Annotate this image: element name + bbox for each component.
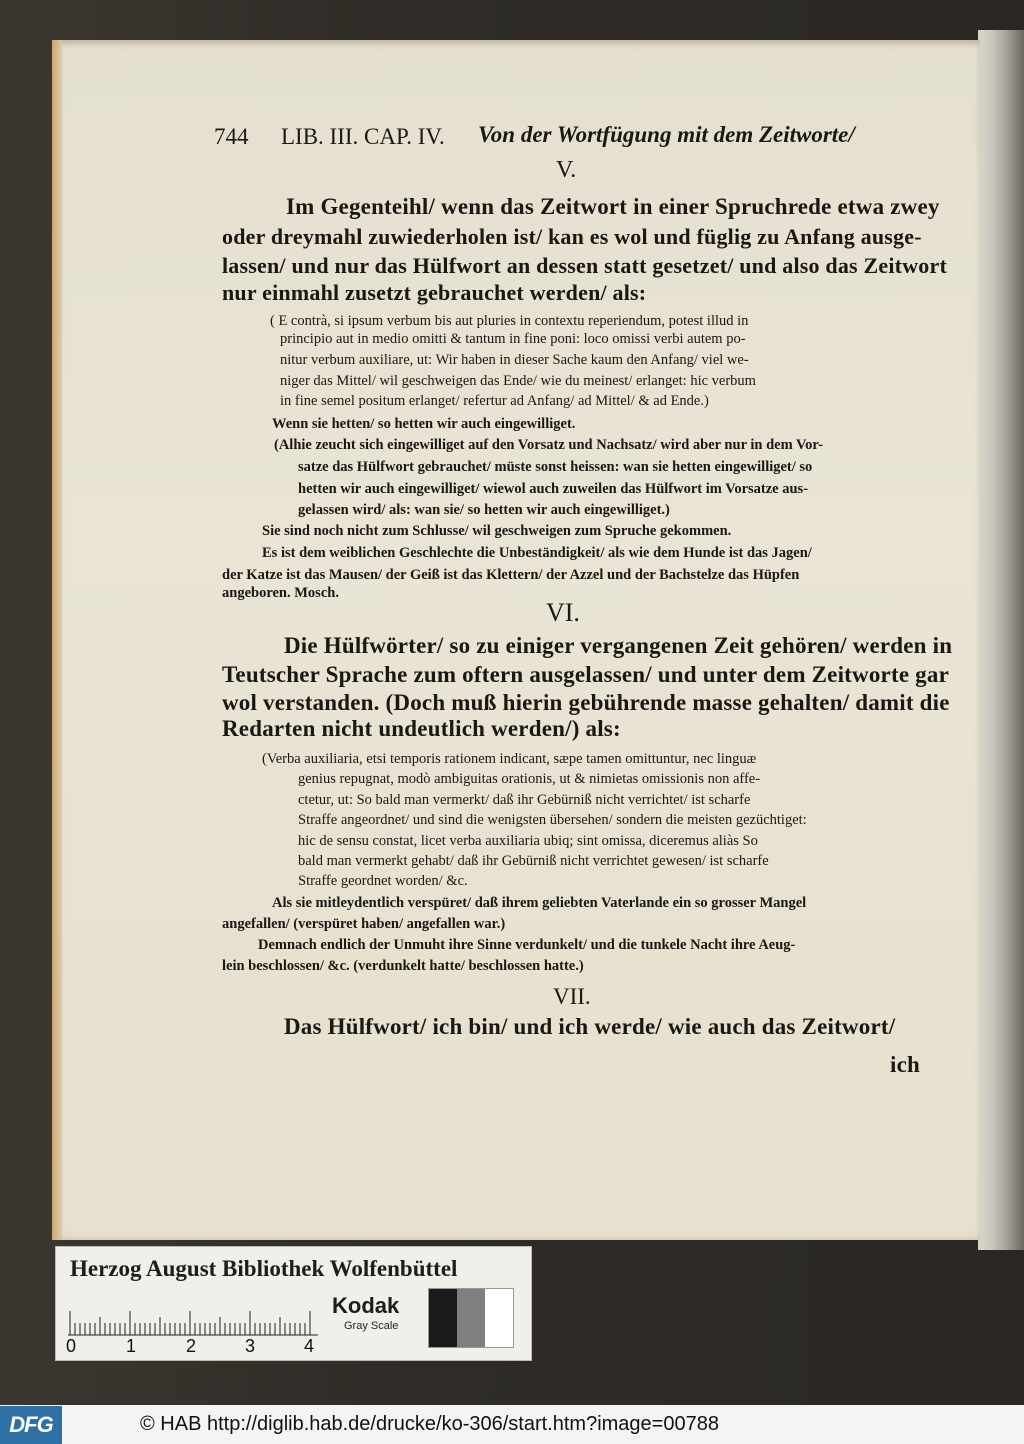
latin-line: principio aut in medio omitti & tantum in fine poni: loco omissi verbi autem po- [280, 331, 746, 347]
latin-line: genius repugnat, modò ambiguitas orationis, ut & nimietas omissionis non affe- [298, 771, 761, 787]
example-line: satze das Hülfwort gebrauchet/ müste sonst heissen: wan sie hetten eingewilliget/ so [298, 459, 813, 475]
example-line: angefallen/ (verspüret haben/ angefallen war.) [222, 916, 506, 932]
ruler-number: 4 [304, 1336, 315, 1356]
text-line: Redarten nicht undeutlich werden/) als: [222, 716, 621, 741]
example-line: der Katze ist das Mausen/ der Geiß ist das Klettern/ der Azzel und der Bachstelze das Hüpfen [222, 567, 800, 583]
latin-line: hic de sensu constat, licet verba auxiliaria ubiq; sint omissa, diceremus aliàs So [298, 833, 758, 849]
next-page-edge [978, 30, 1024, 1250]
gray-scale-patches [428, 1288, 514, 1348]
example-line: hetten wir auch eingewilliget/ wiewol auch zuweilen das Hülfwort im Vorsatze aus- [298, 481, 809, 497]
latin-line: Straffe geordnet worden/ &c. [298, 873, 468, 889]
page-binding-edge [52, 40, 62, 1240]
text-line: lassen/ und nur das Hülfwort an dessen statt gesetzet/ und also das Zeitwort [222, 253, 947, 278]
ruler-number: 1 [126, 1336, 137, 1356]
latin-line: Straffe angeordnet/ und sind die wenigsten übersehen/ sondern die meisten gezüchtiget: [298, 812, 807, 828]
latin-line: ( E contrà, si ipsum verbum bis aut pluries in contextu reperiendum, potest illud in [270, 313, 749, 329]
dfg-logo: DFG [0, 1406, 62, 1444]
example-line: Demnach endlich der Unmuht ihre Sinne verdunkelt/ und die tunkele Nacht ihre Aeug- [258, 937, 796, 953]
latin-line: ctetur, ut: So bald man vermerkt/ daß ihr Gebürniß nicht verrichtet/ ist scharfe [298, 792, 751, 808]
text-line: Die Hülfwörter/ so zu einiger vergangenen Zeit gehören/ werden in [284, 633, 953, 658]
example-line: Als sie mitleydentlich verspüret/ daß ihrem geliebten Vaterlande ein so grosser Mangel [272, 895, 807, 911]
example-line: angeboren. Mosch. [222, 585, 339, 601]
copyright-link[interactable]: © HAB http://diglib.hab.de/drucke/ko-306/start.htm?image=00788 [140, 1413, 719, 1435]
text-line: oder dreymahl zuwiederholen ist/ kan es wol und füglig zu Anfang ausge- [222, 224, 922, 249]
latin-line: niger das Mittel/ wil geschweigen das Ende/ wie du meinest/ erlanget: hic verbum [280, 373, 756, 389]
latin-line: bald man vermerkt gehabt/ daß ihr Gebürniß nicht verrichtet gewesen/ ist scharfe [298, 853, 769, 869]
latin-line: in fine semel positum erlanget/ refertur ad Anfang/ ad Mittel/ & ad Ende.) [280, 393, 709, 409]
kodak-logo: Kodak [332, 1293, 400, 1318]
section-numeral-vii: VII. [553, 984, 591, 1009]
catchword: ich [890, 1052, 920, 1077]
section-numeral-v: V. [556, 157, 577, 183]
gray-scale-label: Gray Scale [344, 1320, 399, 1332]
latin-line: (Verba auxiliaria, etsi temporis rationem indicant, sæpe tamen omittuntur, nec linguæ [262, 751, 757, 767]
ruler-number: 3 [245, 1336, 256, 1356]
ruler-number: 2 [186, 1336, 197, 1356]
ruler-number: 0 [66, 1336, 77, 1356]
library-name: Herzog August Bibliothek Wolfenbüttel [70, 1256, 458, 1281]
scale-ruler [68, 1296, 318, 1336]
text-line: nur einmahl zusetzt gebrauchet werden/ als: [222, 280, 647, 305]
text-line: Im Gegenteihl/ wenn das Zeitwort in einer Spruchrede etwa zwey [286, 194, 940, 219]
latin-line: nitur verbum auxiliare, ut: Wir haben in dieser Sache kaum den Anfang/ viel we- [280, 352, 749, 368]
book-reference: LIB. III. CAP. IV. [281, 124, 445, 149]
example-line: Es ist dem weiblichen Geschlechte die Unbeständigkeit/ als wie dem Hunde ist das Jagen/ [262, 545, 812, 561]
text-line: Teutscher Sprache zum oftern ausgelassen/ und unter dem Zeitworte gar [222, 662, 949, 687]
running-title: Von der Wortfügung mit dem Zeitworte/ [478, 122, 855, 147]
section-numeral-vi: VI. [546, 598, 580, 627]
text-line: Das Hülfwort/ ich bin/ und ich werde/ wie auch das Zeitwort/ [284, 1014, 896, 1039]
page-number: 744 [214, 124, 249, 149]
example-line: gelassen wird/ als: wan sie/ so hetten wir auch eingewilliget.) [298, 502, 670, 518]
example-line: Sie sind noch nicht zum Schlusse/ wil geschweigen zum Spruche gekommen. [262, 523, 732, 539]
example-line: Wenn sie hetten/ so hetten wir auch eingewilliget. [272, 416, 576, 432]
example-line: (Alhie zeucht sich eingewilliget auf den Vorsatz und Nachsatz/ wird aber nur in dem Vor- [274, 437, 824, 453]
example-line: lein beschlossen/ &c. (verdunkelt hatte/ beschlossen hatte.) [222, 958, 584, 974]
text-line: wol verstanden. (Doch muß hierin gebührende masse gehalten/ damit die [222, 690, 950, 715]
